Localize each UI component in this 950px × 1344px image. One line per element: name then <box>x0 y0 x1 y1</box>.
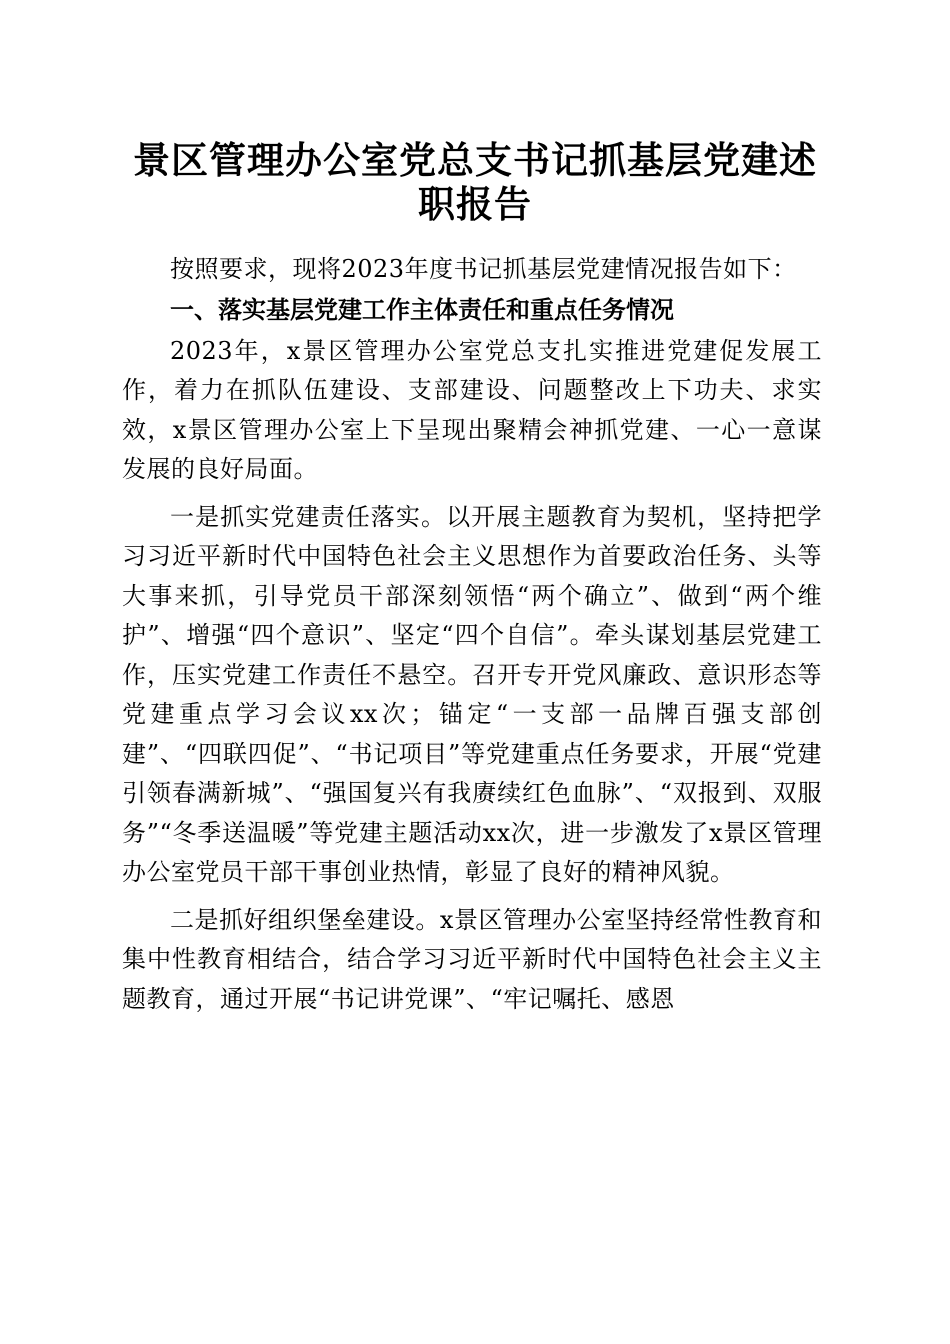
paragraph-2 <box>122 498 822 893</box>
paragraph-2-lead: 一是抓实党建责任落实。 <box>170 502 447 531</box>
paragraph-2-body: 以开展主题教育为契机，坚持把学习习近平新时代中国特色社会主义思想作为首要政治任务、头等大事来抓，引导党员干部深刻领悟“两个确立”、做到“两个维护”、增强“四个意识”、坚定“四个自信”。牵头谋划基层党建工作，压实党建工作责任不悬空。召开专开党风廉政、意识形态等党建重点学习会议xx次；锚定“一支部一品牌百强支部创建”、“四联四促”、“书记项目”等党建重点任务要求，开展“党建引领春满新城”、“强国复兴有我赓续红色血脉”、“双报到、双服务”“冬季送温暖”等党建主题活动xx次，进一步激发了x景区管理办公室党员干部干事创业热情，彰显了良好的精神风貌。 <box>122 502 823 886</box>
paragraph-3-body: x景区管理办公室坚持经常性教育和集中性教育相结合，结合学习习近平新时代中国特色社会主义主题教育，通过开展“书记讲党课”、“牢记嘱托、感恩 <box>122 905 822 1013</box>
document-body <box>122 250 822 1019</box>
paragraph-1: 2023年，x景区管理办公室党总支扎实推进党建促发展工作，着力在抓队伍建设、支部建设、问题整改上下功夫、求实效，x景区管理办公室上下呈现出聚精会神抓党建、一心一意谋发展的良好局面。 <box>122 336 822 483</box>
document-title: 景区管理办公室党总支书记抓基层党建述职报告 <box>133 138 817 226</box>
section-heading: 一、落实基层党建工作主体责任和重点任务情况 <box>170 295 674 324</box>
paragraph-3 <box>122 901 822 1020</box>
intro-paragraph: 按照要求，现将2023年度书记抓基层党建情况报告如下： <box>170 255 797 283</box>
paragraph-3-lead: 二是抓好组织堡垒建设。 <box>170 905 440 934</box>
